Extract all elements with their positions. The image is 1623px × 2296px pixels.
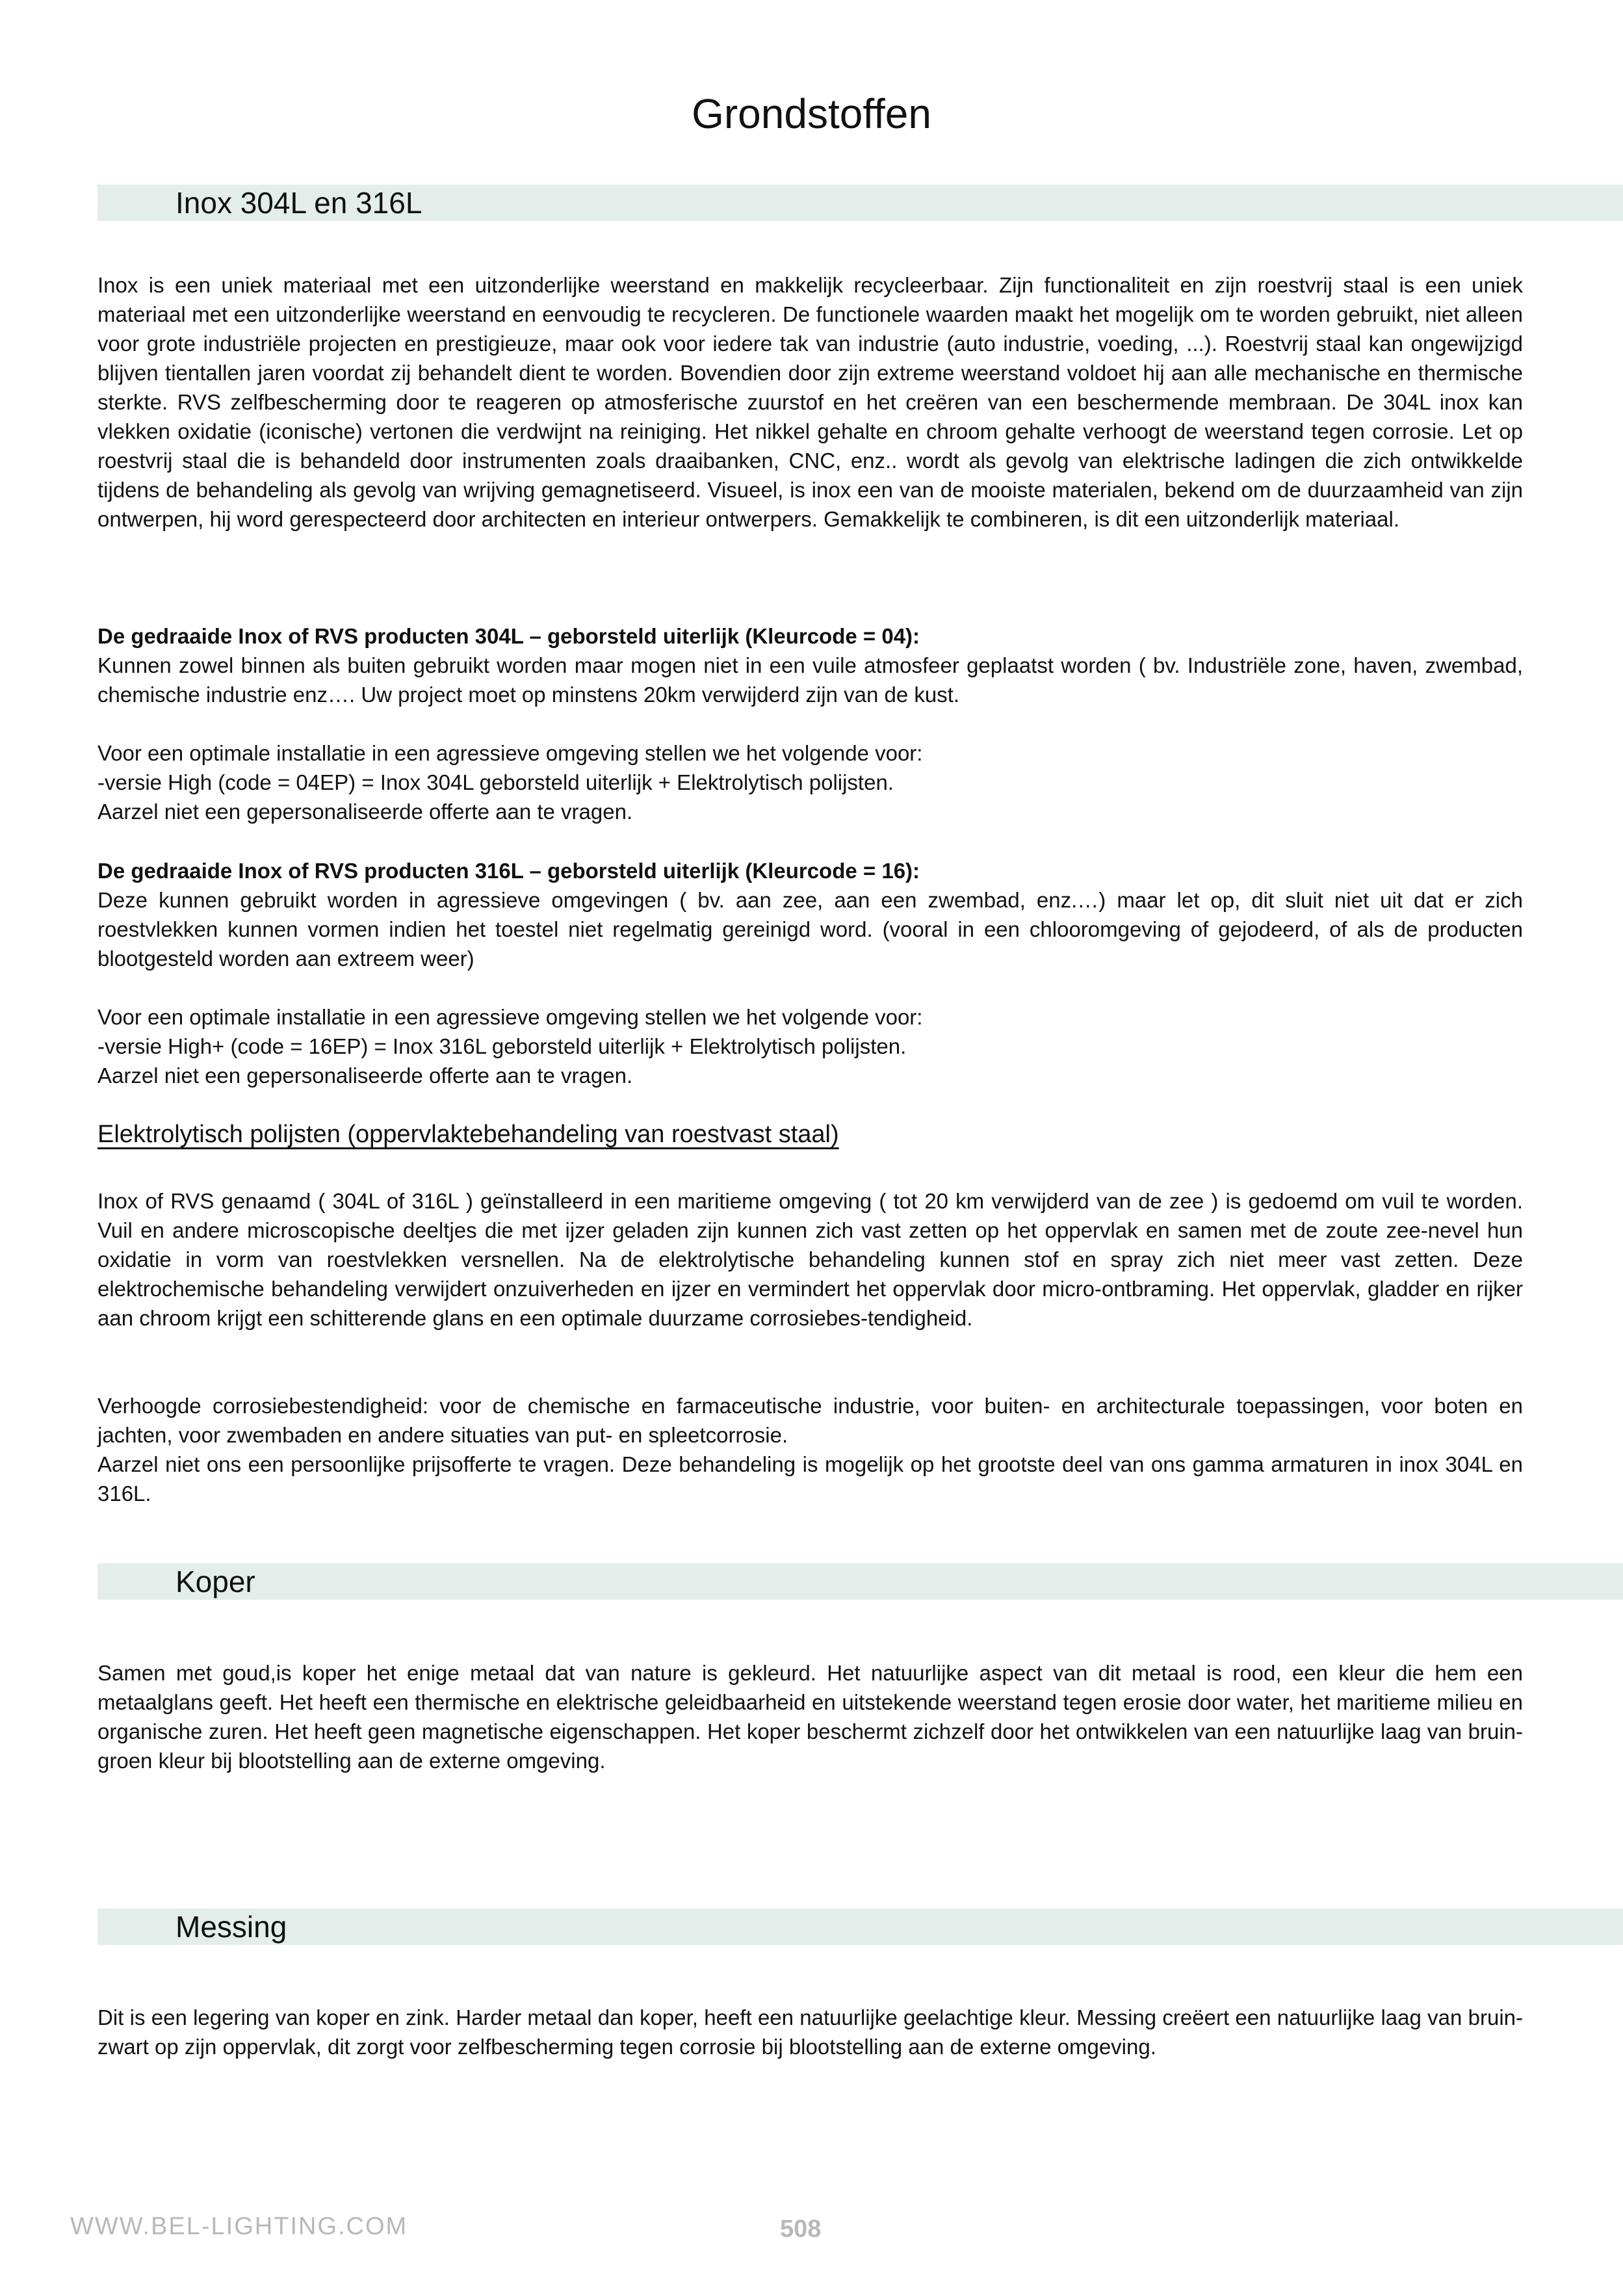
inox-304-title: De gedraaide Inox of RVS producten 304L – geborsteld uiterlijk (Kleurcode = 04): — [97, 624, 920, 648]
page-title: Grondstoffen — [692, 90, 931, 137]
inox-316-advice-line-2: -versie High+ (code = 16EP) = Inox 316L geborsteld uiterlijk + Elektrolytisch polijsten. — [97, 1034, 907, 1058]
section-band-inox — [97, 185, 1623, 221]
inox-316-body: Deze kunnen gebruikt worden in agressieve omgevingen ( bv. aan zee, aan een zwembad, enz.…) maar let op, dit sluit niet uit dat er zich roestvlekken kunnen vormen indien het toestel niet regelmatig gereinigd word. (vooral in een chlooromgeving of gejodeerd, of als de producten blootgesteld worden aan extreem weer) — [97, 888, 1523, 971]
inox-intro — [97, 270, 1523, 534]
messing-body-block — [97, 2003, 1523, 2061]
inox-316-advice-line-1: Voor een optimale installatie in een agressieve omgeving stellen we het volgende voor: — [97, 1005, 923, 1029]
inox-316-block — [97, 856, 1523, 973]
inox-304-advice — [97, 738, 1523, 826]
inox-316-advice — [97, 1002, 1523, 1090]
section-band-messing — [97, 1909, 1623, 1945]
electro-benefit: Verhoogde corrosiebestendigheid: voor de chemische en farmaceutische industrie, voor buiten- en architecturale toepassingen, voor boten en jachten, voor zwembaden en andere situaties van put- en spleetcorrosie. — [97, 1394, 1523, 1447]
section-band-koper — [97, 1563, 1623, 1600]
inox-304-block — [97, 621, 1523, 709]
inox-316-title: De gedraaide Inox of RVS producten 316L – geborsteld uiterlijk (Kleurcode = 16): — [97, 859, 920, 883]
electro-polishing-heading: Elektrolytisch polijsten (oppervlaktebehandeling van roestvast staal) — [97, 1121, 839, 1148]
inox-304-advice-line-2: -versie High (code = 04EP) = Inox 304L geborsteld uiterlijk + Elektrolytisch polijsten. — [97, 770, 894, 794]
footer-website-url: WWW.BEL-LIGHTING.COM — [70, 2213, 408, 2240]
footer-page-number: 508 — [780, 2215, 822, 2243]
inox-304-body: Kunnen zowel binnen als buiten gebruikt worden maar mogen niet in een vuile atmosfeer geplaatst worden ( bv. Industriële zone, haven, zwembad, chemische industrie enz…. Uw project moet op minstens 20km verwijderd zijn van de kust. — [97, 653, 1523, 707]
electro-body: Inox of RVS genaamd ( 304L of 316L ) geïnstalleerd in een maritieme omgeving ( tot 20 km verwijderd van de zee ) is gedoemd om vuil te worden. Vuil en andere microscopische deeltjes die met ijzer geladen zijn kunnen zich vast zetten op het oppervlak en samen met de zoute zee-nevel hun oxidatie in vorm van roestvlekken versnellen. Na de elektrolytische behandeling kunnen stof en spray zich niet meer vast zetten. Deze elektrochemische behandeling verwijdert onzuiverheden en ijzer en vermindert het oppervlak door micro-ontbraming. Het oppervlak, gladder en rijker aan chroom krijgt een schitterende glans en een optimale duurzame corrosiebes-tendigheid. — [97, 1189, 1523, 1330]
inox-304-advice-line-1: Voor een optimale installatie in een agressieve omgeving stellen we het volgende voor: — [97, 741, 923, 765]
inox-intro-text: Inox is een uniek materiaal met een uitzonderlijke weerstand en makkelijk recycleerbaar. Zijn functionaliteit en zijn roestvrij staal is een uniek materiaal met een uitzonderlijke weerstand en eenvoudig te recycleren. De functionele waarden maakt het mogelijk om te worden gebruikt, niet alleen voor grote industriële projecten en prestigieuze, maar ook voor iedere tak van industrie (auto industrie, voeding, ...). Roestvrij staal kan ongewijzigd blijven tientallen jaren voordat zij behandelt dient te worden. Bovendien door zijn extreme weerstand voldoet hij aan alle mechanische en thermische sterkte. RVS zelfbescherming door te reageren op atmosferische zuurstof en het creëren van een beschermende membraan. De 304L inox kan vlekken oxidatie (iconische) vertonen die verdwijnt na reiniging. Het nikkel gehalte en chroom gehalte verhoogt de weerstand tegen corrosie. Let op roestvrij staal die is behandeld door instrumenten zoals draaibanken, CNC, enz.. wordt als gevolg van elektrische ladingen die zich ontwikkelde tijdens de behandeling als gevolg van wrijving gemagnetiseerd. Visueel, is inox een van de mooiste materialen, bekend om de duurzaamheid van zijn ontwerpen, hij word gerespecteerd door architecten en interieur ontwerpers. Gemakkelijk te combineren, is dit een uitzonderlijk materiaal. — [97, 273, 1523, 531]
koper-body: Samen met goud,is koper het enige metaal dat van nature is gekleurd. Het natuurlijke aspect van dit metaal is rood, een kleur die hem een metaalglans geeft. Het heeft een thermische en elektrische geleidbaarheid en uitstekende weerstand tegen erosie door water, het maritieme milieu en organische zuren. Het heeft geen magnetische eigenschappen. Het koper beschermt zichzelf door het ontwikkelen van een natuurlijke laag van bruin-groen kleur bij blootstelling aan de externe omgeving. — [97, 1661, 1523, 1773]
electro-body-block — [97, 1186, 1523, 1333]
messing-body: Dit is een legering van koper en zink. Harder metaal dan koper, heeft een natuurlijke geelachtige kleur. Messing creëert een natuurlijke laag van bruin-zwart op zijn oppervlak, dit zorgt voor zelfbescherming tegen corrosie bij blootstelling aan de externe omgeving. — [97, 2005, 1523, 2059]
electro-benefit-block — [97, 1391, 1523, 1508]
inox-304-advice-line-3: Aarzel niet een gepersonaliseerde offerte aan te vragen. — [97, 800, 633, 824]
inox-316-advice-line-3: Aarzel niet een gepersonaliseerde offerte aan te vragen. — [97, 1063, 633, 1088]
koper-body-block — [97, 1658, 1523, 1775]
electro-offer: Aarzel niet ons een persoonlijke prijsofferte te vragen. Deze behandeling is mogelijk op het grootste deel van ons gamma armaturen in inox 304L en 316L. — [97, 1452, 1523, 1506]
section-heading-koper: Koper — [175, 1565, 255, 1598]
section-heading-messing: Messing — [175, 1910, 287, 1944]
section-heading-inox: Inox 304L en 316L — [175, 186, 422, 220]
